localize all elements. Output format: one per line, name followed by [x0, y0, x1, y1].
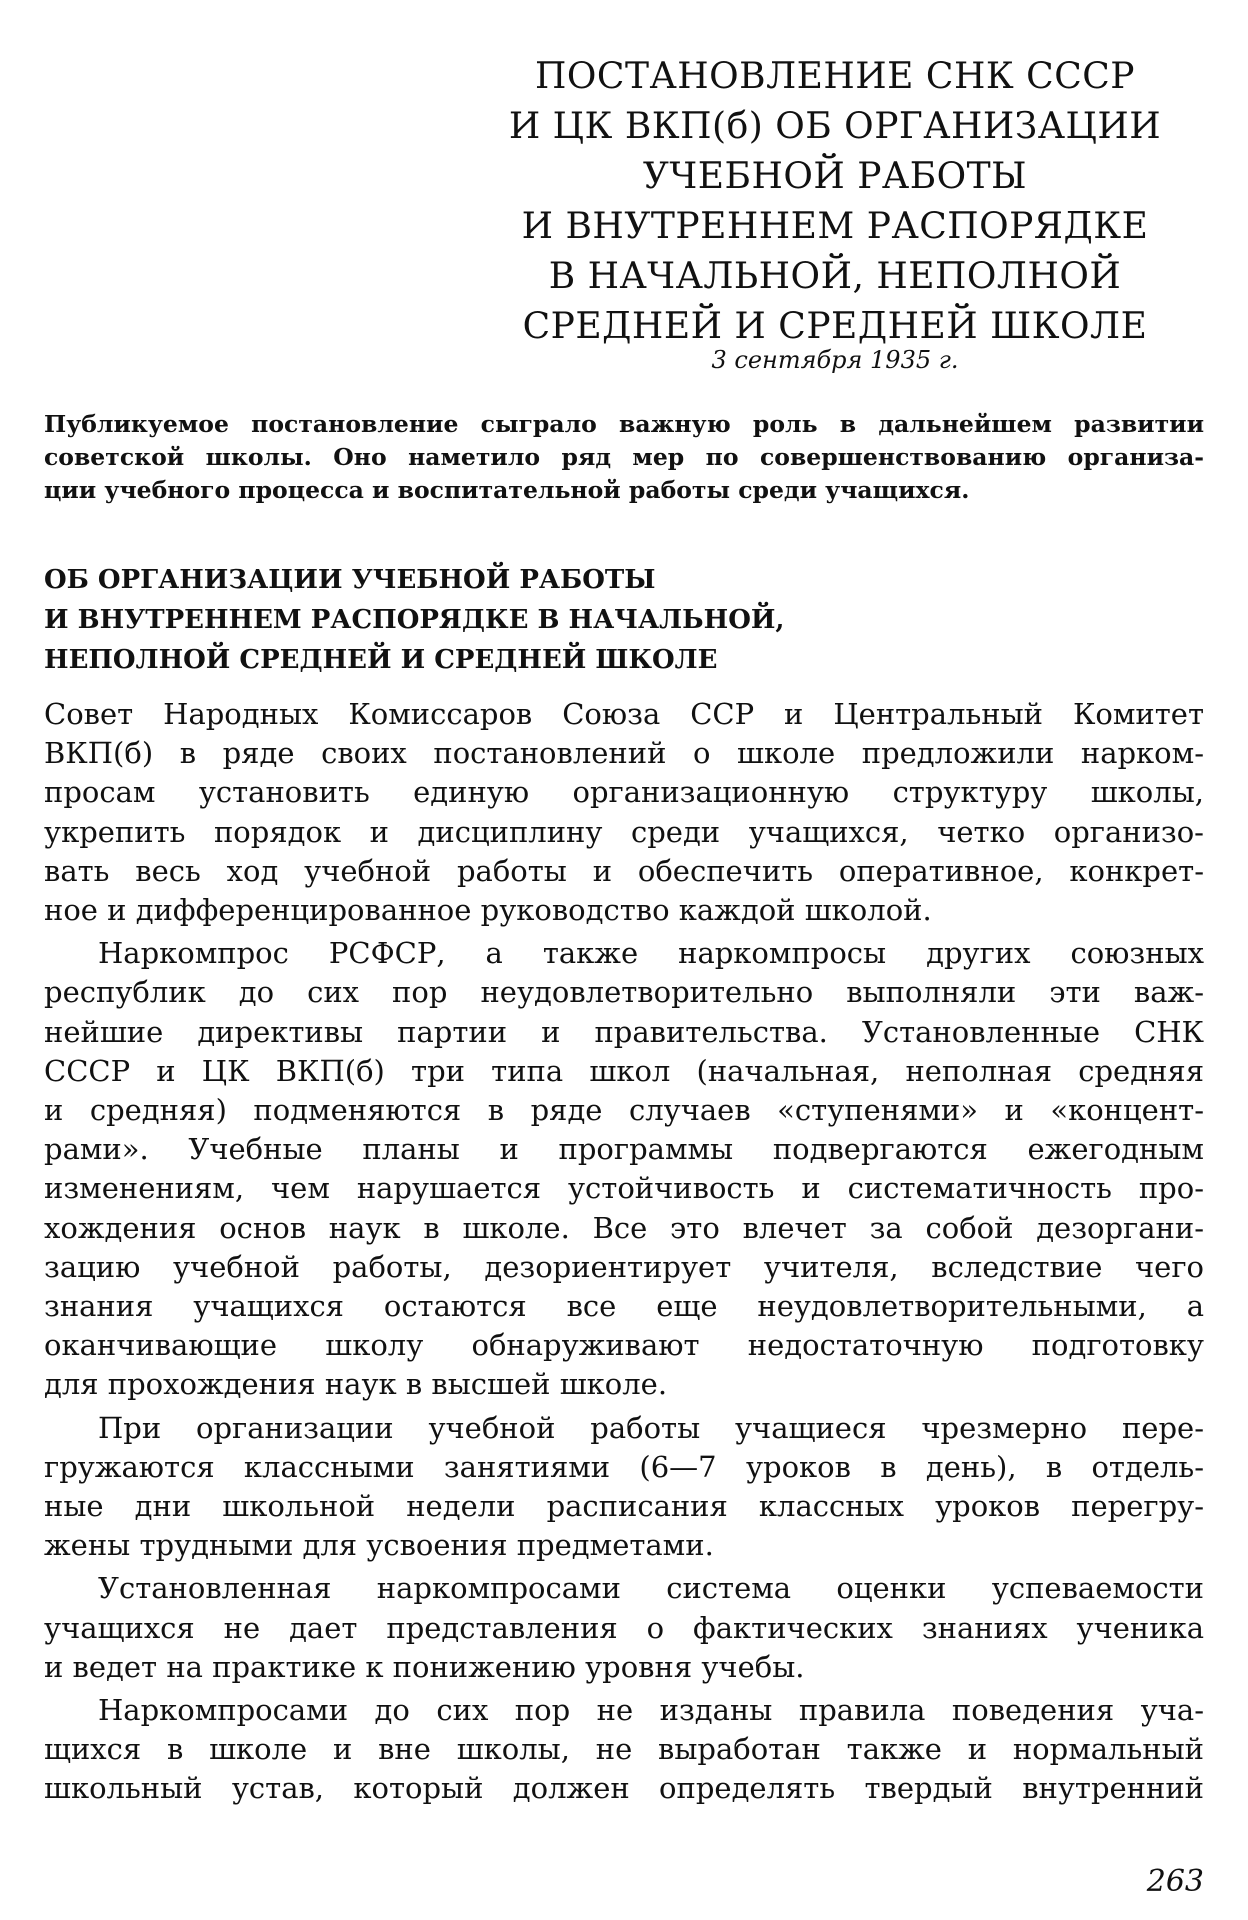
page-number: 263: [1146, 1864, 1204, 1899]
text-line: укрепить порядок и дисциплину среди учащихся, четко организо-: [44, 814, 1204, 849]
text-line: гружаются классными занятиями (6—7 уроков в день), в отдель-: [44, 1449, 1204, 1484]
section-title: [44, 560, 1204, 680]
text-line: вать весь ход учебной работы и обеспечить оперативное, конкрет-: [44, 853, 1204, 888]
text-line: СССР и ЦК ВКП(б) три типа школ (начальная, неполная средняя: [44, 1053, 1204, 1088]
title-line: ПОСТАНОВЛЕНИЕ СНК СССР: [534, 56, 1136, 97]
intro-line: Публикуемое постановление сыграло важную роль в дальнейшем развитии: [44, 410, 1204, 438]
text-line: ное и дифференцированное руководство каждой школой.: [44, 893, 932, 928]
paragraph: [44, 1691, 1204, 1809]
text-line: изменениям, чем нарушается устойчивость и систематичность про-: [44, 1171, 1204, 1206]
intro-line: советской школы. Оно наметило ряд мер по совершенствованию организа-: [44, 443, 1204, 471]
text-line: ные дни школьной недели расписания классных уроков перегру-: [44, 1489, 1204, 1524]
title-line: УЧЕБНОЙ РАБОТЫ: [642, 156, 1028, 197]
subtitle-line: И ВНУТРЕННЕМ РАСПОРЯДКЕ В НАЧАЛЬНОЙ,: [44, 605, 785, 635]
text-line: и ведет на практике к понижению уровня учебы.: [44, 1649, 805, 1684]
title-line: В НАЧАЛЬНОЙ, НЕПОЛНОЙ: [548, 256, 1122, 297]
paragraph: [44, 1569, 1204, 1687]
text-line: нейшие директивы партии и правительства. Установленные СНК: [44, 1014, 1204, 1049]
intro-line: ции учебного процесса и воспитательной работы среди учащихся.: [44, 476, 970, 504]
text-line: рами». Учебные планы и программы подвергаются ежегодным: [44, 1132, 1204, 1167]
text-line: для прохождения наук в высшей школе.: [44, 1367, 668, 1402]
text-line: Наркомпросами до сих пор не изданы правила поведения уча-: [98, 1693, 1204, 1728]
title-line: СРЕДНЕЙ И СРЕДНЕЙ ШКОЛЕ: [522, 306, 1148, 347]
text-line: Совет Народных Комиссаров Союза ССР и Центральный Комитет: [44, 697, 1204, 731]
title-line: И ЦК ВКП(б) ОБ ОРГАНИЗАЦИИ: [508, 106, 1162, 147]
subtitle-line: НЕПОЛНОЙ СРЕДНЕЙ И СРЕДНЕЙ ШКОЛЕ: [44, 645, 718, 675]
text-line: Наркомпрос РСФСР, а также наркомпросы других союзных: [98, 936, 1204, 971]
paragraph: [44, 1409, 1204, 1566]
document-date: 3 сентября 1935 г.: [711, 346, 959, 374]
text-line: оканчивающие школу обнаруживают недостаточную подготовку: [44, 1328, 1204, 1363]
title-line: И ВНУТРЕННЕМ РАСПОРЯДКЕ: [521, 206, 1149, 247]
text-line: При организации учебной работы учащиеся чрезмерно пере-: [98, 1410, 1204, 1445]
text-line: жены трудными для усвоения предметами.: [44, 1528, 714, 1563]
text-line: учащихся не дает представления о фактических знаниях ученика: [44, 1610, 1204, 1645]
text-line: щихся в школе и вне школы, не выработан также и нормальный: [44, 1732, 1204, 1767]
main-title: [470, 52, 1200, 352]
text-line: просам установить единую организационную структуру школы,: [44, 775, 1204, 810]
subtitle-line: ОБ ОРГАНИЗАЦИИ УЧЕБНОЙ РАБОТЫ: [44, 565, 656, 595]
text-line: и средняя) подменяются в ряде случаев «ступенями» и «концент-: [44, 1093, 1204, 1128]
editorial-note: [44, 408, 1204, 507]
text-line: зацию учебной работы, дезориентирует учителя, вследствие чего: [44, 1249, 1204, 1284]
paragraph: [44, 934, 1204, 1404]
text-line: Установленная наркомпросами система оценки успеваемости: [98, 1571, 1204, 1606]
text-line: республик до сих пор неудовлетворительно выполняли эти важ-: [44, 975, 1204, 1010]
text-line: ВКП(б) в ряде своих постановлений о школе предложили нарком-: [44, 736, 1204, 771]
paragraph: [44, 695, 1204, 930]
text-line: знания учащихся остаются все еще неудовлетворительными, а: [44, 1289, 1204, 1324]
text-line: хождения основ наук в школе. Все это влечет за собой дезоргани-: [44, 1210, 1204, 1245]
text-line: школьный устав, который должен определять твердый внутренний: [44, 1771, 1204, 1806]
body-text: [44, 695, 1204, 1813]
